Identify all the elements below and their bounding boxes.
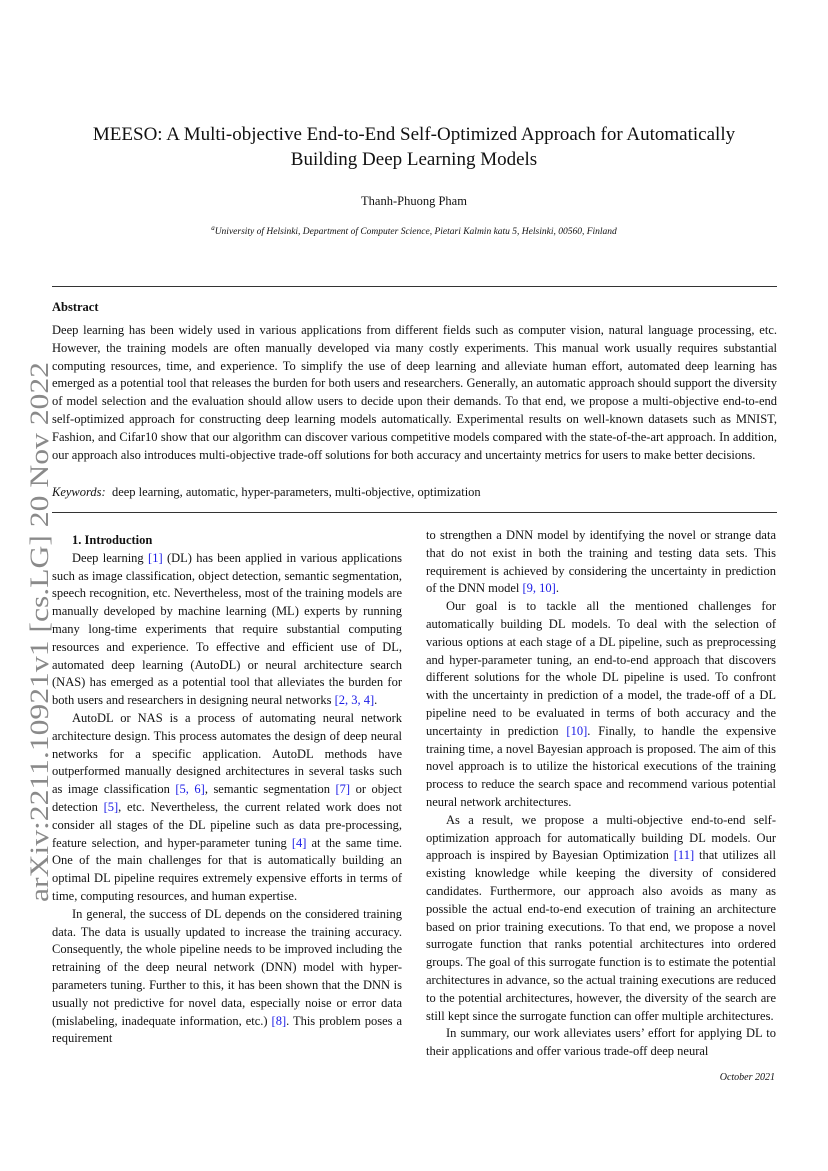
citation-link[interactable]: [10] xyxy=(566,723,588,738)
intro-paragraph-3: In general, the success of DL depends on the considered training data. The data is usually updated to increase the training accuracy. Consequently, the whole pipeline needs to be improved including the retraining of the deep neural network (DNN) model with hyper-parameters tuning. Further to this, it has been shown that the DNN is usually not predictive for novel data, especially noise or error data (mislabeling, inadequate information, etc.) [8]. This problem poses a requirement xyxy=(52,906,402,1046)
footer-date: October 2021 xyxy=(719,1072,775,1083)
citation-link[interactable]: [8] xyxy=(271,1013,287,1028)
intro-paragraph-2: AutoDL or NAS is a process of automating neural network architecture design. This process automates the design of deep neural networks for a specific application. AutoDL methods have outperformed manually designed architectures in several tasks such as image classification [5, 6], semantic segmentation [7] or object detection [5], etc. Nevertheless, the current related work does not consider all stages of the DL pipeline such as data pre-processing, feature selection, and hyper-parameter tuning [4] at the same time. One of the main challenges for that is automatically building an optimal DL pipeline requires extremely expensive efforts in terms of time, computing resources, and human expertise. xyxy=(52,710,403,903)
intro-paragraph-5: Our goal is to tackle all the mentioned challenges for automatically building DL models. To deal with the selection of various options at each stage of a DL pipeline, such as preprocessing and hyper-parameter tuning, an end-to-end approach that discovers different solutions for the whole DL pipeline is used. To confront with the uncertainty in prediction of a model, the trade-off of a DL pipeline need to be evaluated in terms of both accuracy and the uncertainty in prediction [10]. Finally, to handle the expensive training time, a novel Bayesian approach is proposed. The aim of this novel approach is to utilize the historical executions of the training process to reduce the search space and recommend various potential neural network architectures. xyxy=(426,599,776,809)
arxiv-id: arXiv:2211.10921v1 [cs.LG] 20 Nov 2022 xyxy=(25,458,54,902)
affiliation-text: University of Helsinki, Department of Computer Science, Pietari Kalmin katu 5, Helsinki, 00560, Finland xyxy=(214,227,617,238)
affiliation-mark: a xyxy=(211,224,215,232)
keywords-list: deep learning, automatic, hyper-parameters, multi-objective, optimization xyxy=(111,485,481,499)
section-heading: 1. Introduction xyxy=(72,533,153,547)
citation-link[interactable]: [4] xyxy=(291,835,307,850)
intro-paragraph-6: As a result, we propose a multi-objective end-to-end self-optimization approach for automatically building DL models. Our approach is inspired by Bayesian Optimization [11] that utilizes all existing knowledge while keeping the diversity of considered candidates. Furthermore, our approach also avoids as many as possible the actual end-to-end execution of training an architecture based on prior training executions. To that end, we propose a novel surrogate function that ranks potential architectures into ordered groups. The goal of this surrogate function is to estimate the potential architectures in advance, so the actual training executions are reduced to the potential architectures, however, the diversity of the search are still kept since the surrogate function can offer multiple architectures. xyxy=(426,812,776,1023)
left-column xyxy=(52,532,402,1048)
keywords-label: Keywords: xyxy=(52,485,106,499)
abstract-text: Deep learning has been widely used in various applications from different fields such as computer vision, natural language processing, etc. However, the training models are often manually developed via many costly experiments. This manual work usually requires substantial computing resources, time, and experience. To simplify the use of deep learning and alleviate human effort, automated deep learning has emerged as a potential tool that releases the burden for both users and researchers. Generally, an automatic approach should support the diversity of model selection and the evaluation should allow users to decide upon their demands. To that end, we propose a multi-objective end-to-end self-optimized approach for constructing deep learning models automatically. Experimental results on well-known datasets such as MNIST, Fashion, and Cifar10 show that our algorithm can discover various competitive models compared with the state-of-the-art approach. In addition, our approach also introduces multi-objective trade-off solutions for both accuracy and uncertainty metrics for users to make better decisions. xyxy=(52,323,777,462)
right-column xyxy=(426,527,776,1061)
citation-link[interactable]: [7] xyxy=(335,782,351,797)
citation-link[interactable]: [5] xyxy=(103,799,119,814)
top-divider xyxy=(52,286,777,287)
author-name: Thanh-Phuong Pham xyxy=(361,194,467,208)
keywords xyxy=(52,485,777,500)
paper-title: MEESO: A Multi-objective End-to-End Self-Optimized Approach for Automatically Building Deep Learning Models xyxy=(92,124,736,170)
abstract-divider xyxy=(52,512,777,513)
citation-link[interactable]: [9, 10] xyxy=(522,581,556,596)
citation-link[interactable]: [5, 6] xyxy=(175,782,205,797)
intro-paragraph-7: In summary, our work alleviates users’ effort for applying DL to their applications and offer various trade-off deep neural xyxy=(426,1026,776,1059)
citation-link[interactable]: [1] xyxy=(148,550,163,565)
citation-link[interactable]: [2, 3, 4] xyxy=(334,693,375,708)
abstract-heading: Abstract xyxy=(52,300,99,314)
author-affiliation xyxy=(0,224,828,237)
intro-paragraph-4: to strengthen a DNN model by identifying the novel or strange data that do not exist in both the training and testing data sets. This requirement is achieved by considering the uncertainty in prediction of the DNN model [9, 10]. xyxy=(426,528,776,596)
intro-paragraph-1: Deep learning [1] (DL) has been applied in various applications such as image classification, object detection, semantic segmentation, speech recognition, etc. Nevertheless, most of the training models are manually developed by machine learning (ML) experts by running many long-time experiments that require substantial computing resources and experience. To effective and efficient use of DL, automated deep learning (AutoDL) or neural architecture search (NAS) has emerged as a potential tool that alleviates the burden for both users and researchers in designing neural networks [2, 3, 4]. xyxy=(52,550,402,708)
citation-link[interactable]: [11] xyxy=(673,848,695,863)
